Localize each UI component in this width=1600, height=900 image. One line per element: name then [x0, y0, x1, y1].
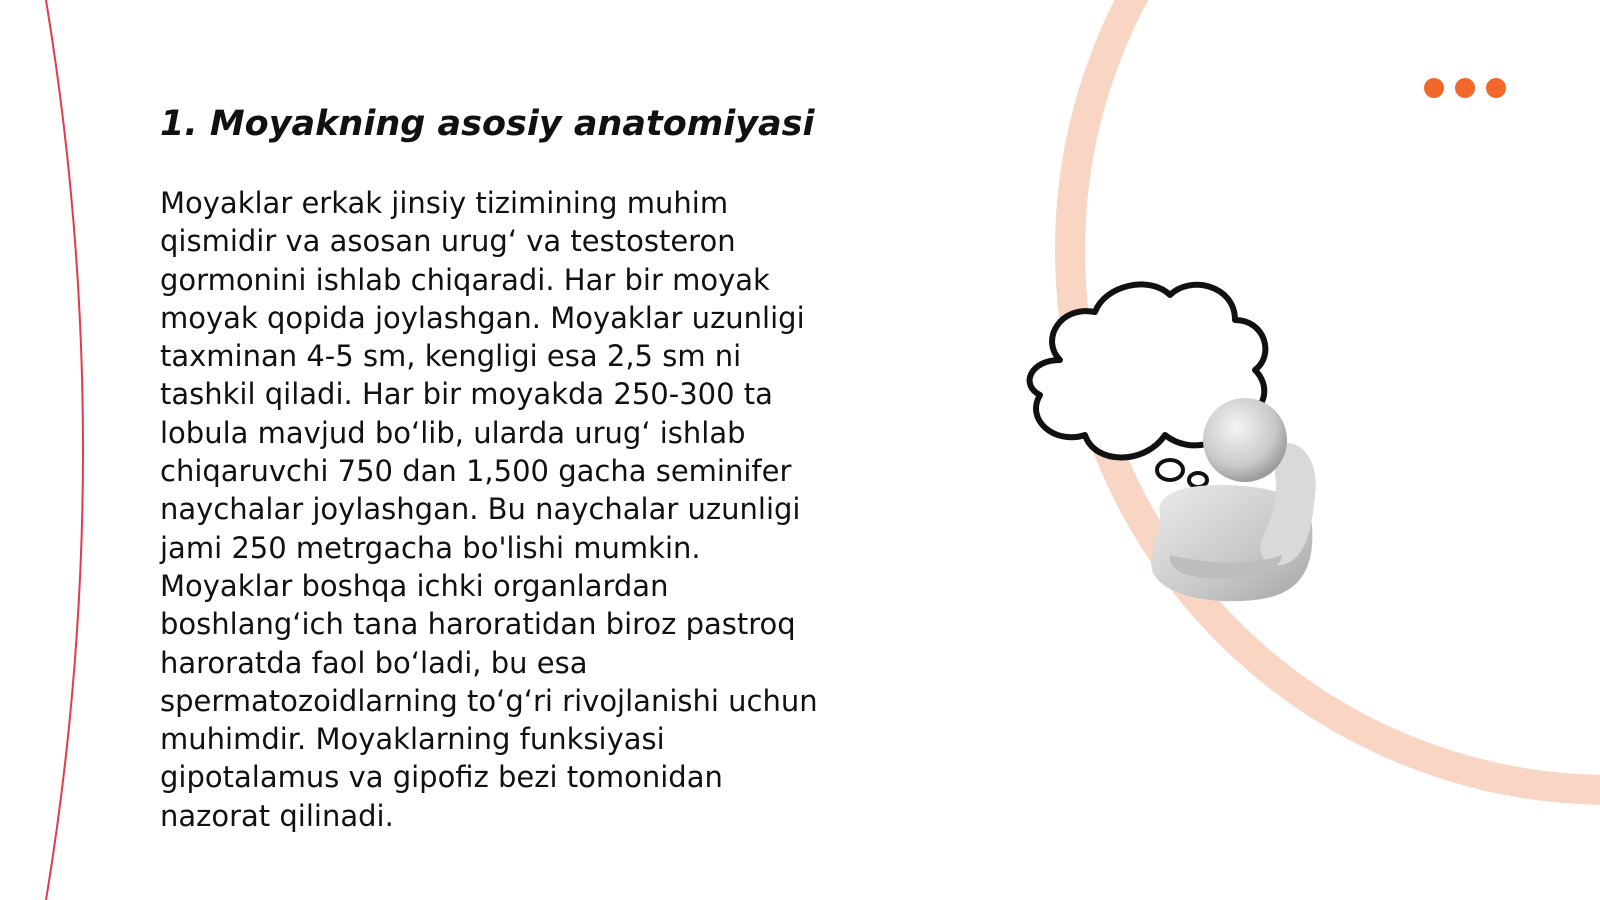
- thinking-person-illustration: [1020, 270, 1350, 620]
- slide-body-text: Moyaklar erkak jinsiy tizimining muhim qismidir va asosan urug‘ va testosteron gormonini ishlab chiqaradi. Har bir moyak moyak qopida joylashgan. Moyaklar uzunligi taxminan 4-5 sm, kengligi esa 2,5 sm ni tashkil qiladi. Har bir moyakda 250-300 ta lobula mavjud bo‘lib, ularda urug‘ ishlab chiqaruvchi 750 dan 1,500 gacha seminifer naychalar joylashgan. Bu naychalar uzunligi jami 250 metrgacha bo'lishi mumkin. Moyaklar boshqa ichki organlardan boshlang‘ich tana haroratidan biroz pastroq haroratda faol bo‘ladi, bu esa spermatozoidlarning to‘g‘ri rivojlanishi uchun muhimdir. Moyaklarning funksiyasi gipotalamus va gipofiz bezi tomonidan nazorat qilinadi.: [160, 186, 818, 833]
- dot-2: [1455, 78, 1475, 98]
- slide-title: 1. Moyakning asosiy anatomiyasi: [160, 104, 815, 144]
- dot-3: [1486, 78, 1506, 98]
- three-dots-icon: [1424, 78, 1506, 98]
- dot-1: [1424, 78, 1444, 98]
